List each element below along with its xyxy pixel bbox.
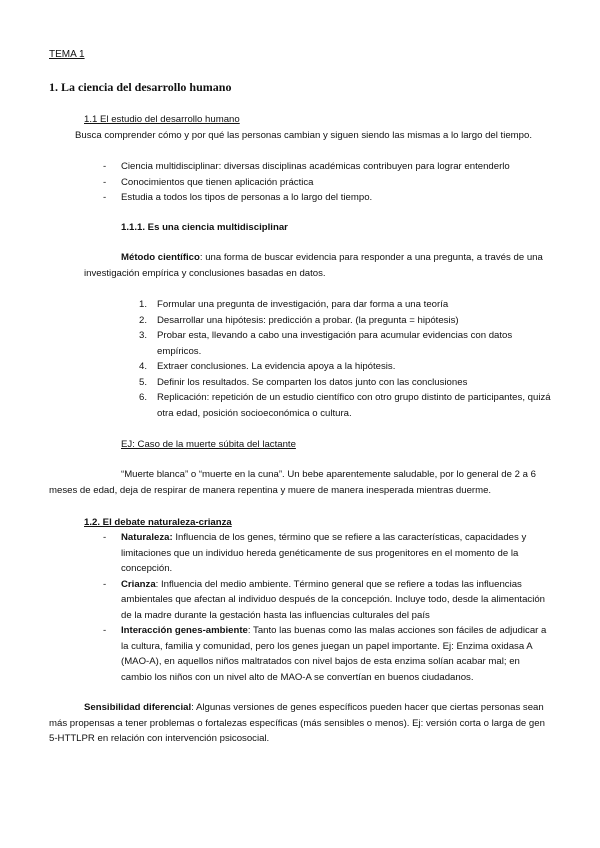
bullet-list [103, 159, 553, 206]
list-item-text: Replicación: repetición de un estudio científico con otro grupo distinto de participantes, quizá otra edad, posición socioeconómica o cultura. [157, 392, 551, 419]
list-item-text: Ciencia multidisciplinar: diversas disciplinas académicas contribuyen para lograr entenderlo [121, 161, 510, 172]
list-item-text: Estudia a todos los tipos de personas a lo largo del tiempo. [121, 192, 373, 203]
numbered-list [139, 297, 557, 421]
nature-nurture-list [103, 530, 553, 685]
section-title-1-2: 1.2. El debate naturaleza-crianza [84, 517, 232, 528]
metodo-paragraph [84, 250, 550, 281]
dash-marker: - [103, 532, 107, 543]
item-number: 2. [139, 314, 148, 326]
list-item [103, 577, 553, 624]
section-title-1-1: 1.1 El estudio del desarrollo humano [84, 114, 240, 125]
list-item [139, 297, 557, 313]
metodo-text: : una forma de buscar evidencia para responder a una pregunta, a través de una investigación empírica y conclusiones basadas en datos. [84, 252, 543, 279]
list-item-text: Probar esta, llevando a cabo una investigación para acumular evidencias con datos empíricos. [157, 330, 513, 357]
dash-marker: - [103, 176, 107, 188]
subsection-title-1-1-1: 1.1.1. Es una ciencia multidisciplinar [121, 222, 288, 233]
list-item [103, 159, 553, 175]
list-item [139, 390, 557, 421]
list-item [139, 313, 557, 329]
term-label: Crianza [121, 578, 156, 590]
list-item [103, 190, 553, 206]
dash-marker: - [103, 192, 107, 203]
sensibilidad-paragraph [49, 700, 551, 747]
list-item-text: Desarrollar una hipótesis: predicción a probar. (la pregunta = hipótesis) [157, 314, 459, 326]
list-item-text: Formular una pregunta de investigación, para dar forma a una teoría [157, 299, 449, 310]
term-text: : Influencia del medio ambiente. Término general que se refiere a todas las influencias ambientales que afectan al individuo después de la concepción. Incluye todo, desde la alimentación de la madre durante la gestación hasta las influencias culturales del país [121, 578, 546, 621]
example-paragraph: “Muerte blanca” o “muerte en la cuna”. Un bebe aparentemente saludable, por lo general de 2 a 6 meses de edad, deja de respirar de manera repentina y muere de manera inesperada mientras duerme. [49, 469, 536, 496]
list-item [139, 359, 557, 375]
item-number: 3. [139, 330, 148, 341]
intro-paragraph: Busca comprender cómo y por qué las personas cambian y siguen siendo las mismas a lo largo del tiempo. [75, 130, 533, 141]
list-item [103, 530, 553, 577]
list-item-text: Definir los resultados. Se comparten los datos junto con las conclusiones [157, 376, 468, 388]
term-text: Influencia de los genes, término que se refiere a las características, capacidades y limitaciones que un individuo hereda genéticamente de sus progenitores en el momento de la concepción. [121, 532, 527, 574]
item-number: 6. [139, 392, 148, 403]
list-item-text: Extraer conclusiones. La evidencia apoya a la hipótesis. [157, 361, 396, 372]
list-item-text: Conocimientos que tienen aplicación práctica [121, 176, 314, 188]
term-text: : Tanto las buenas como las malas acciones son fáciles de adjudicar a la cultura, familia y comunidad, pero los genes juegan un papel importante. Ej: Enzima oxidasa A (MAO-A), en aquellos niños maltratados con nivel bajos de esta enzima solían acabar mal; en cambio los niños con un nivel alto de MAO-A se convertían en buenos ciudadanos. [121, 625, 547, 683]
sensibilidad-label: Sensibilidad diferencial [84, 702, 192, 713]
list-item [139, 328, 557, 359]
item-number: 4. [139, 361, 148, 372]
term-label: Interacción genes-ambiente [121, 625, 248, 636]
dash-marker: - [103, 625, 107, 636]
list-item [139, 375, 557, 391]
tema-label: TEMA 1 [49, 49, 85, 60]
list-item [103, 175, 553, 191]
dash-marker: - [103, 578, 107, 590]
item-number: 5. [139, 376, 148, 388]
dash-marker: - [103, 161, 107, 172]
metodo-label: Método científico [121, 252, 200, 263]
term-label: Naturaleza: [121, 532, 173, 543]
sensibilidad-text: : Algunas versiones de genes específicos pueden hacer que ciertas personas sean más propensas a tener problemas o fortalezas específicas (más sensibles o menos). Ej: versión corta o larga de gen 5-HTTLPR en relación con intervención psicosocial. [49, 702, 545, 744]
list-item [103, 623, 553, 685]
example-title: EJ: Caso de la muerte súbita del lactante [121, 439, 296, 450]
section-heading-1: 1. La ciencia del desarrollo humano [49, 80, 232, 94]
item-number: 1. [139, 299, 148, 310]
